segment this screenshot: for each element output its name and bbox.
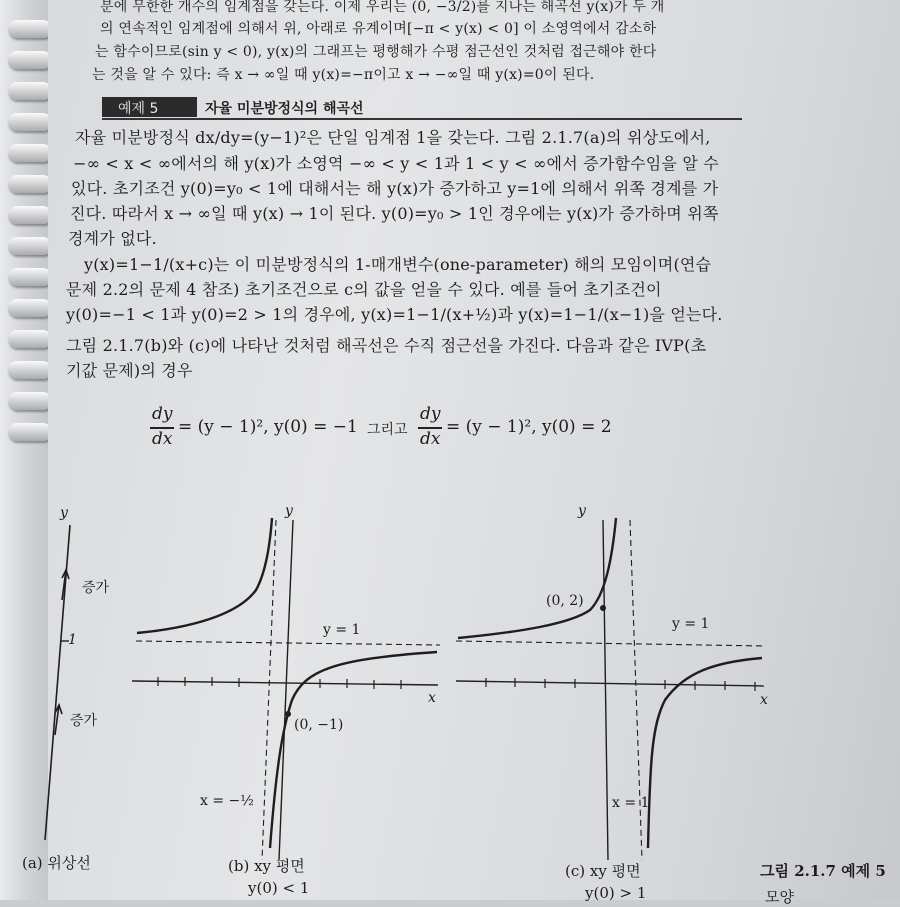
panel-b-vertical-label: x = −½ bbox=[200, 793, 254, 809]
body-line-2: −∞ < x < ∞에서의 해 y(x)가 소영역 −∞ < y < 1과 1 < y < ∞에서 증가함수임을 알 수 bbox=[73, 154, 719, 173]
panel-a-axis-label: y bbox=[60, 505, 68, 521]
eq1-body: = (y − 1)², y(0) = −1 bbox=[178, 417, 358, 437]
example-label: 예제 5 bbox=[118, 101, 159, 117]
panel-a-down-label: 증가 bbox=[70, 713, 98, 729]
panel-a-tick-label: 1 bbox=[68, 632, 77, 648]
panel-c-point bbox=[601, 606, 606, 611]
eq2-body: = (y − 1)², y(0) = 2 bbox=[446, 417, 612, 437]
panel-c-asymptote-label: y = 1 bbox=[672, 616, 710, 632]
body-line-9: 그림 2.1.7(b)와 (c)에 나타난 것처럼 해곡선은 수직 점근선을 가진다. 다음과 같은 IVP(초 bbox=[66, 336, 707, 355]
body-line-3: 있다. 초기조건 y(0)=y₀ < 1에 대해서는 해 y(x)가 증가하고 y=1에 의해서 위쪽 경계를 가 bbox=[71, 179, 719, 198]
eq-connector: 그리고 bbox=[367, 422, 408, 438]
caption-b-sub: y(0) < 1 bbox=[248, 879, 310, 897]
intro-line-4: 는 것을 알 수 있다: 즉 x → ∞일 때 y(x)=−π이고 x → −∞일 때 y(x)=0이 된다. bbox=[92, 67, 595, 83]
eq1-numerator: dy bbox=[152, 404, 173, 424]
intro-line-1: 분에 무한한 개수의 임계점을 갖는다. 이제 우리는 (0, −3/2)를 지나는 해곡선 y(x)가 두 개 bbox=[100, 0, 665, 15]
figure-caption-more: 모양 bbox=[765, 888, 794, 906]
panel-c-curve-left bbox=[458, 518, 616, 638]
intro-line-2: 의 연속적인 임계점에 의해서 위, 아래로 유계이며[−π < y(x) < 0] 이 소영역에서 감소하 bbox=[100, 21, 657, 37]
body-line-10: 기값 문제)의 경우 bbox=[66, 361, 193, 380]
panel-c-x-axis bbox=[456, 681, 764, 686]
panel-a-up-label: 증가 bbox=[82, 580, 110, 596]
body-line-1: 자율 미분방정식 dx/dy=(y−1)²은 단일 임계점 1을 갖는다. 그림 2.1.7(a)의 위상도에서, bbox=[75, 128, 711, 147]
eq2-numerator: dy bbox=[420, 404, 441, 424]
panel-b-y-axis bbox=[279, 520, 293, 860]
panel-b-curve-left bbox=[137, 518, 272, 633]
panel-c-asymptote-y1 bbox=[456, 641, 766, 646]
body-line-4: 진다. 따라서 x → ∞일 때 y(x) → 1이 된다. y(0)=y₀ > 1인 경우에는 y(x)가 증가하며 위쪽 bbox=[70, 204, 719, 223]
panel-b-point bbox=[286, 712, 291, 717]
panel-b-x-axis bbox=[132, 681, 438, 685]
caption-c-sub: y(0) > 1 bbox=[585, 884, 647, 902]
figure-caption: 그림 2.1.7 예제 5 bbox=[760, 862, 886, 880]
panel-c-vertical-label: x = 1 bbox=[612, 795, 650, 811]
body-line-5: 경계가 없다. bbox=[68, 229, 157, 248]
panel-c-x-label: x bbox=[760, 692, 768, 708]
caption-a: (a) 위상선 bbox=[22, 854, 91, 872]
intro-line-3: 는 함수이므로(sin y < 0), y(x)의 그래프는 평행해가 수평 점근선인 것처럼 접근해야 한다 bbox=[95, 44, 657, 60]
panel-b-point-label: (0, −1) bbox=[294, 717, 344, 733]
panel-b-curve-right bbox=[270, 652, 437, 848]
panel-c-y-label: y bbox=[578, 503, 586, 519]
panel-b-asymptote-label: y = 1 bbox=[323, 622, 361, 638]
eq2-denominator: dx bbox=[420, 429, 441, 449]
eq1-denominator: dx bbox=[152, 429, 173, 449]
body-line-6: y(x)=1−1/(x+c)는 이 미분방정식의 1-매개변수(one-parameter) 해의 모임이며(연습 bbox=[84, 255, 712, 274]
body-line-8: y(0)=−1 < 1과 y(0)=2 > 1의 경우에, y(x)=1−1/(x+½)과 y(x)=1−1/(x−1)을 얻는다. bbox=[66, 305, 723, 324]
body-line-7: 문제 2.2의 문제 4 참조) 초기조건으로 c의 값을 얻을 수 있다. 예를 들어 초기조건이 bbox=[66, 280, 662, 299]
panel-b-x-label: x bbox=[428, 690, 436, 706]
caption-b: (b) xy 평면 bbox=[228, 857, 305, 875]
panel-c-point-label: (0, 2) bbox=[546, 593, 584, 609]
panel-b-y-label: y bbox=[285, 503, 293, 519]
example-title: 자율 미분방정식의 해곡선 bbox=[205, 101, 364, 117]
caption-c: (c) xy 평면 bbox=[565, 862, 641, 880]
